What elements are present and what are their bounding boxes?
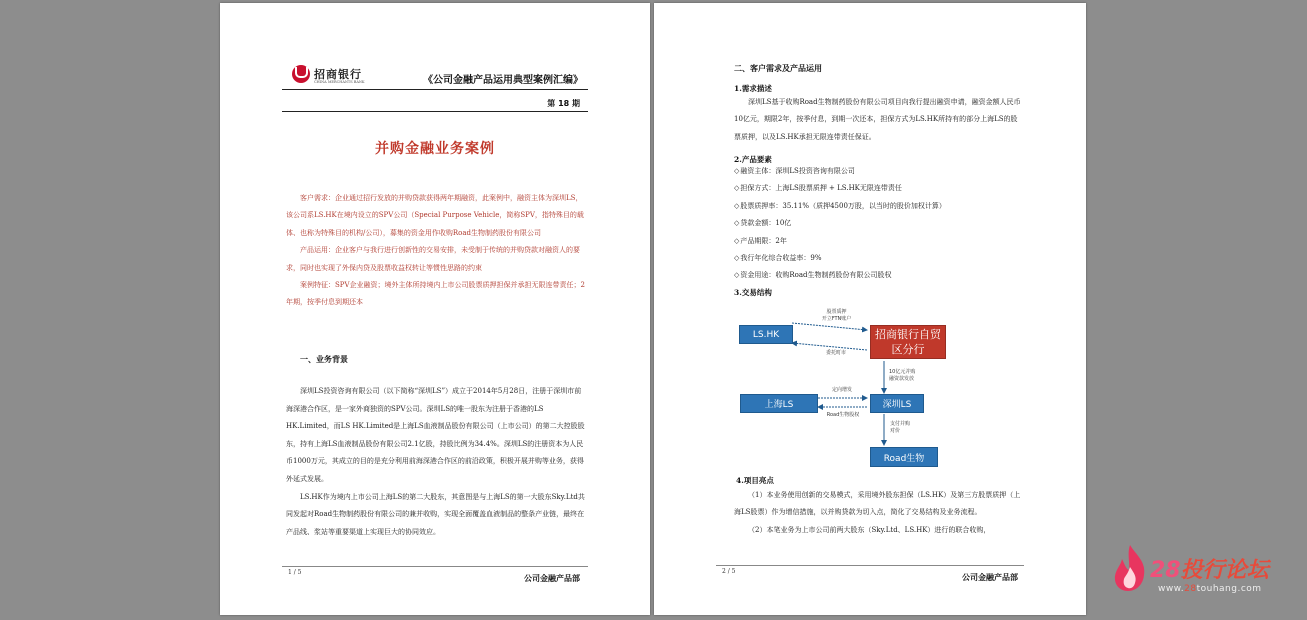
node-shenzhen-ls: 深圳LS [870, 394, 924, 413]
section-heading-needs: 二、客户需求及产品运用 [734, 64, 822, 73]
highlight-paragraph-1: （1）本业务使用创新的交易模式，采用境外股东担保（LS.HK）及第三方股票质押（上海LS股票）作为增信措施，以并购贷款为切入点，简化了交易结构及业务流程。 [734, 491, 1021, 517]
background-text [286, 383, 588, 541]
transaction-diagram [734, 303, 964, 468]
list-item: ◇ 担保方式：上海LS股票质押 + LS.HK无限连带责任 [734, 180, 1024, 197]
list-item: ◇ 资金用途：收购Road生物制药股份有限公司股权 [734, 267, 1024, 284]
document-page-1 [220, 3, 650, 615]
watermark-url-prefix: www. [1158, 584, 1185, 594]
watermark-url-suffix: touhang.com [1196, 584, 1262, 594]
label-pledge: 股票质押 开立FTN账户 [821, 309, 852, 322]
bank-logo [292, 65, 365, 84]
watermark-brand [1150, 553, 1269, 584]
arrow-entrust [792, 343, 867, 350]
requirement-text: 深圳LS基于收购Road生物制药股份有限公司项目向我行提出融资申请，融资金额人民币10亿元，期限2年，按季付息，到期一次还本，担保方式为LS.HK所持有的部分上海LS的股票质押，以及LS.HK承担无限连带责任保证。 [734, 98, 1021, 141]
footer-rule [282, 566, 588, 567]
publication-title: 《公司金融产品运用典型案例汇编》 [423, 75, 583, 86]
document-page-2 [654, 3, 1086, 615]
footer-department: 公司金融产品部 [524, 574, 580, 583]
watermark-url [1158, 584, 1262, 594]
label-road-equity: Road生物股权 [826, 412, 860, 418]
logo-english: CHINA MERCHANTS BANK [314, 80, 365, 84]
list-item: ◇ 股票质押率：35.11%（质押4500万股，以当时的股价加权计算） [734, 198, 1024, 215]
header-rule [282, 89, 588, 90]
label-entrust: 委托町市 [825, 350, 846, 356]
list-item: ◇ 贷款金额：10亿 [734, 215, 1024, 232]
node-road: Road生物 [870, 447, 938, 467]
page-number: 2 / 5 [722, 568, 736, 575]
section-heading-background: 一、业务背景 [300, 355, 348, 364]
issue-number: 第 18 期 [547, 99, 580, 108]
flame-logo-icon [1110, 543, 1150, 593]
footer-department: 公司金融产品部 [962, 573, 1018, 582]
elements-heading: 2.产品要素 [734, 155, 772, 164]
arrow-pledge [792, 323, 867, 330]
list-item: ◇ 我行年化综合收益率：9% [734, 250, 1024, 267]
background-paragraph-1: 深圳LS投资咨询有限公司（以下简称“深圳LS”）成立于2014年5月28日，注册于深圳市前海深港合作区，是一家外商独资的SPV公司。深圳LS的唯一股东为注册于香港的LS HK.Limited，而LS HK.Limited是上海LS血液制品股份有限公司（上市公司）的第二大控股股东，持有上海LS血液制品股份有限公司2.1亿股，持股比例为34.4%。深圳LS的注册资本为人民币1000万元，其成立的目的是充分利用前海深港合作区的前沿政策，积极开展并购等业务，获得外延式发展。 [286, 387, 585, 483]
case-features-text: 案例特征：SPV企业融资；境外主体所持境内上市公司股票质押担保并承担无限连带责任；2年期，按季付息到期还本 [286, 281, 586, 307]
cmb-logo-icon [292, 65, 310, 83]
watermark-url-number: 28 [1184, 584, 1197, 594]
document-title: 并购金融业务案例 [375, 141, 495, 157]
requirement-heading: 1.需求描述 [734, 84, 772, 93]
client-need-text: 客户需求：企业通过招行发放的并购贷款获得两年期融资，此案例中，融资主体为深圳LS，该公司系LS.HK在境内设立的SPV公司（Special Purpose Vehicle，简称SPV，指特殊目的载体、也称为特殊目的机构/公司），募集的资金用作收购Road生物制药股份有限公司 [286, 194, 584, 237]
highlights-text [734, 487, 1024, 539]
list-item: ◇ 融资主体：深圳LS投资咨询有限公司 [734, 163, 1024, 180]
highlights-heading: 4.项目亮点 [736, 476, 774, 485]
label-payment: 支付并购 对价 [890, 421, 911, 434]
footer-rule [716, 565, 1024, 566]
background-paragraph-2: LS.HK作为境内上市公司上海LS的第二大股东，其意图是与上海LS的第一大股东Sky.Ltd共同发起对Road生物制药股份有限公司的兼并收购，实现全面覆盖血液制品的整条产业链，最终在产品线、浆站等重要渠道上实现巨大的协同效应。 [286, 492, 585, 536]
structure-heading: 3.交易结构 [734, 288, 772, 297]
highlight-paragraph-2: （2）本笔业务为上市公司前两大股东（Sky.Ltd、LS.HK）进行的联合收购， [748, 525, 991, 534]
product-use-text: 产品运用：企业客户与我行进行创新性的交易安排，未受制于传统的并购贷款对融资人的要求，同时也实现了外保内贷及股票收益权转让等惯性思路的约束 [286, 246, 580, 272]
header-rule-2 [282, 111, 588, 112]
node-ls-hk: LS.HK [739, 325, 793, 344]
page-number: 1 / 5 [288, 569, 302, 576]
list-item: ◇ 产品期限：2年 [734, 233, 1024, 250]
logo-name: 招商银行 [314, 68, 362, 81]
product-elements-list [734, 163, 1024, 285]
label-private-placement: 定向增发 [831, 387, 852, 393]
watermark-brand-number: 28 [1150, 557, 1181, 583]
label-loan: 10亿元并购 融资款发放 [889, 369, 916, 382]
node-shanghai-ls: 上海LS [740, 394, 818, 413]
requirement-text-block [734, 94, 1024, 146]
watermark-brand-text: 投行论坛 [1180, 557, 1269, 583]
case-summary [286, 190, 588, 312]
node-cmb-ftz-branch: 招商银行自贸区分行 [870, 325, 946, 359]
